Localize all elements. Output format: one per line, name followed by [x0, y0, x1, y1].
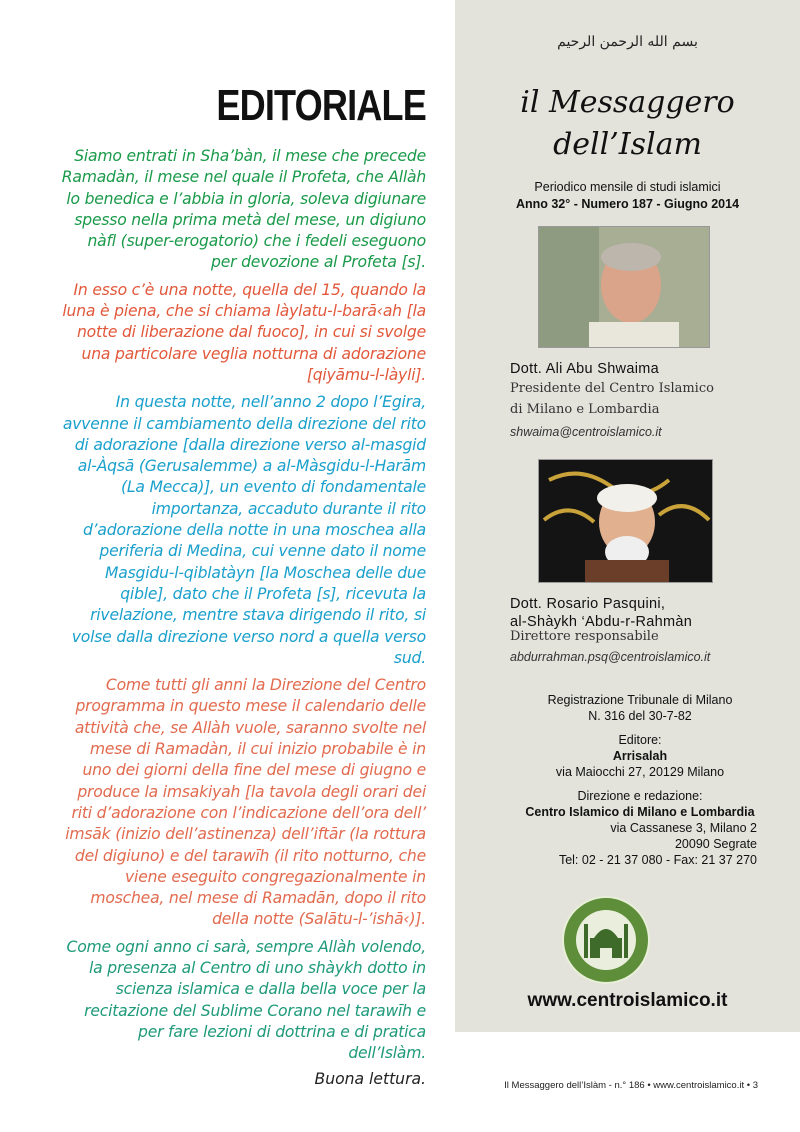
publisher-name: Arrisalah: [612, 749, 668, 763]
editorial-office-address1: via Cassanese 3, Milano 2: [610, 821, 757, 835]
periodico-subtitle: Periodico mensile di studi islamici: [534, 180, 721, 194]
registration-line2: N. 316 del 30-7-82: [588, 709, 692, 723]
editorial-office-phone: Tel: 02 - 21 37 080 - Fax: 21 37 270: [558, 853, 757, 867]
president-name: Dott. Ali Abu Shwaima: [510, 361, 659, 377]
registration-block: [495, 692, 785, 724]
editorial-office-label-block: [495, 788, 785, 820]
magazine-title-line1: il Messaggero: [520, 85, 735, 120]
bismillah-calligraphy: بسم الله الرحمن الرحيم: [557, 34, 698, 50]
editorial-closing: Buona lettura.: [314, 1070, 426, 1089]
portrait-photo-director: [538, 459, 713, 583]
editorial-paragraph-5: Come ogni anno ci sarà, sempre Allàh volendo, la presenza al Centro di uno shàykh dotto in scienza islamica e dalla bella voce per la recitazione del Sublime Corano nel tarawīh e per fare lezioni di dottrina e di pratica dell’Islàm.: [66, 937, 426, 1063]
director-role: Direttore responsabile: [510, 629, 659, 644]
page-footer: Il Messaggero dell’Islàm - n.° 186 • www.centroislamico.it • 3: [504, 1080, 758, 1091]
editorial-paragraph-2: In esso c’è una notte, quella del 15, quando la luna è piena, che si chiama làylatu-l-barā‹ah [la notte di liberazione dal fuoco], in cui si svolge una particolare veglia notturna di adorazione [qiyāmu-l-làyli].: [62, 280, 426, 384]
editorial-paragraph-1: Siamo entrati in Sha’bàn, il mese che precede Ramadàn, il mese nel quale il Profeta, che Allàh lo benedica e l’abbia in gloria, soleva digiunare spesso nella prima metà del mese, un digiuno nàfl (super-erogatorio) che i fedeli eseguono per devozione al Profeta [s].: [61, 147, 426, 272]
centro-islamico-logo-icon: [562, 896, 650, 984]
editorial-paragraph-4: Come tutti gli anni la Direzione del Centro programma in questo mese il calendario delle attività che, se Allàh vuole, saranno svolte nel mese di Ramadàn, il cui inizio probabile è in uno dei giorni della fine del mese di giugno e produce la imsakiyah [la tavola degli orari dei riti d’adorazione con l’indicazione dell’ora dell’ imsāk (inizio dell’astinenza) dell’iftār (la rottura del digiuno) e del tarawīh (il rito notturno, che viene eseguito congregazionalmente in moschea, nel mese di Ramadān, dopo il rito della notte (Salātu-l-’ishā‹)].: [65, 676, 426, 929]
president-role-line1: Presidente del Centro Islamico: [510, 381, 714, 396]
registration-line1: Registrazione Tribunale di Milano: [547, 693, 733, 707]
portrait-photo-president: [538, 226, 710, 348]
editorial-office-name: Centro Islamico di Milano e Lombardia: [525, 805, 755, 819]
portrait-illustration: [539, 227, 710, 348]
editorial-paragraph-3: In questa notte, nell’anno 2 dopo l’Egira, avvenne il cambiamento della direzione del rito di adorazione [dalla direzione verso al-masgid al-Àqsā (Gerusalemme) a al-Màsgidu-l-Harām (La Mecca)], un evento di fondamentale importanza, accaduto durante il rito d’adorazione della notte in una moschea alla periferia di Medina, cui venne dato il nome Masgidu-l-qiblatàyn [la Moschea delle due qible], dato che il Profeta [s], ricevuta la rivelazione, mentre stava dirigendo il rito, si volse dalla direzione verso nord a quella verso sud.: [62, 393, 426, 667]
editorial-title: EDITORIALE: [216, 81, 426, 130]
editorial-office-label: Direzione e redazione:: [577, 789, 703, 803]
president-role-line2: di Milano e Lombardia: [510, 402, 660, 417]
director-email: abdurrahman.psq@centroislamico.it: [510, 650, 711, 664]
website-link[interactable]: www.centroislamico.it: [527, 990, 728, 1011]
editorial-office-address-block: [495, 820, 757, 868]
portrait-illustration-2: [539, 460, 713, 583]
magazine-title: [455, 82, 800, 166]
editorial-office-address2: 20090 Segrate: [674, 837, 757, 851]
issue-info: Anno 32° - Numero 187 - Giugno 2014: [515, 197, 740, 211]
mosque-icon: [564, 898, 648, 982]
publisher-block: [495, 732, 785, 780]
publisher-address: via Maiocchi 27, 20129 Milano: [555, 765, 725, 779]
publisher-label: Editore:: [618, 733, 662, 747]
director-name-line2: al-Shàykh ‘Abdu-r-Rahmàn: [510, 614, 693, 630]
masthead-sidebar: [455, 0, 800, 1032]
editorial-column: [60, 80, 426, 1088]
magazine-title-line2: dell’Islam: [553, 127, 702, 162]
president-email: shwaima@centroislamico.it: [510, 425, 662, 439]
director-name-line1: Dott. Rosario Pasquini,: [510, 596, 666, 612]
